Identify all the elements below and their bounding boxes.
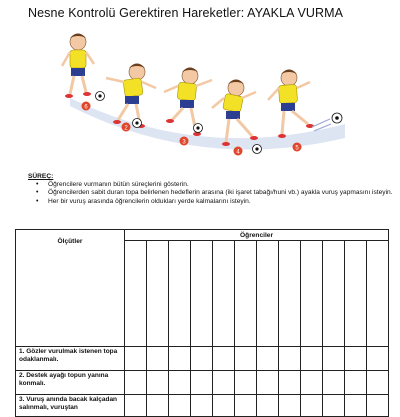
- player-figure-4: [212, 80, 258, 147]
- score-cell[interactable]: [169, 347, 191, 371]
- step-badge-5: [293, 143, 302, 152]
- student-column: [235, 241, 257, 347]
- criterion-text: 1. Gözler vurulmak istenen topa odaklanmalı.: [19, 348, 118, 364]
- svg-text:2: 2: [124, 125, 128, 132]
- ground-arc: [70, 98, 345, 150]
- player-figure-5: [268, 70, 314, 139]
- student-column: [191, 241, 213, 347]
- score-cell[interactable]: [301, 347, 323, 371]
- ball-3: [194, 124, 203, 133]
- score-cell[interactable]: [257, 371, 279, 395]
- step-badge-4: [234, 147, 243, 156]
- score-cell[interactable]: [213, 395, 235, 417]
- students-header: Öğrenciler: [125, 230, 389, 241]
- score-cell[interactable]: [279, 347, 301, 371]
- table-row: [16, 347, 389, 371]
- score-cell[interactable]: [257, 347, 279, 371]
- score-cell[interactable]: [169, 371, 191, 395]
- score-cell[interactable]: [345, 371, 367, 395]
- score-cell[interactable]: [345, 347, 367, 371]
- svg-text:5: 5: [295, 145, 299, 152]
- student-column: [367, 241, 389, 347]
- ball-2: [133, 119, 142, 128]
- process-section: [28, 173, 398, 206]
- svg-text:6: 6: [84, 104, 88, 111]
- score-cell[interactable]: [235, 347, 257, 371]
- score-cell[interactable]: [191, 371, 213, 395]
- ball-1: [96, 92, 105, 101]
- score-cell[interactable]: [301, 371, 323, 395]
- score-cell[interactable]: [323, 395, 345, 417]
- student-column: [125, 241, 147, 347]
- score-cell[interactable]: [345, 395, 367, 417]
- score-cell[interactable]: [147, 371, 169, 395]
- score-cell[interactable]: [147, 347, 169, 371]
- score-cell[interactable]: [257, 395, 279, 417]
- step-badge-2: [122, 123, 131, 132]
- table-row: [16, 395, 389, 417]
- process-item: • Öğrencilerden sabit duran topa belirlenen hedeflerin arasına (iki işaret tabağı/huni vb.) ayakla vuruş yapmasını isteyin.: [36, 189, 398, 197]
- score-cell[interactable]: [147, 395, 169, 417]
- process-item: • Öğrencilere vurmanın bütün süreçlerini gösterin.: [36, 181, 398, 189]
- page-title: Nesne Kontrolü Gerektiren Hareketler: AYAKLA VURMA: [28, 6, 344, 20]
- score-cell[interactable]: [191, 347, 213, 371]
- criteria-header: Ölçütler: [16, 230, 125, 347]
- svg-text:3: 3: [182, 139, 186, 146]
- score-cell[interactable]: [279, 395, 301, 417]
- score-cell[interactable]: [367, 371, 389, 395]
- player-figure-1: [62, 34, 94, 99]
- score-cell[interactable]: [279, 371, 301, 395]
- score-cell[interactable]: [235, 395, 257, 417]
- step-badge-1: [82, 102, 91, 111]
- student-column: [147, 241, 169, 347]
- student-column: [279, 241, 301, 347]
- score-cell[interactable]: [323, 347, 345, 371]
- score-cell[interactable]: [125, 395, 147, 417]
- score-cell[interactable]: [213, 347, 235, 371]
- student-column: [323, 241, 345, 347]
- score-cell[interactable]: [125, 347, 147, 371]
- score-cell[interactable]: [169, 395, 191, 417]
- player-figure-3: [164, 68, 212, 137]
- student-column: [257, 241, 279, 347]
- svg-text:4: 4: [236, 149, 240, 156]
- score-cell[interactable]: [301, 395, 323, 417]
- evaluation-table: [15, 229, 389, 417]
- student-column: [169, 241, 191, 347]
- criterion-text: 3. Vuruş anında bacak kalçadan salınmalı, vuruştan: [19, 396, 118, 412]
- score-cell[interactable]: [367, 347, 389, 371]
- kicking-sequence-illustration: [0, 20, 400, 172]
- criterion-text: 2. Destek ayağı topun yanına konmalı.: [19, 372, 109, 388]
- score-cell[interactable]: [191, 395, 213, 417]
- process-item: • Her bir vuruş arasında öğrencilerin oldukları yerde kalmalarını isteyin.: [36, 198, 398, 206]
- process-list: [28, 181, 398, 206]
- ball-4: [253, 145, 262, 154]
- step-badge-3: [180, 137, 189, 146]
- student-column: [213, 241, 235, 347]
- student-column: [345, 241, 367, 347]
- table-row: [16, 371, 389, 395]
- score-cell[interactable]: [213, 371, 235, 395]
- process-heading: SÜREÇ:: [28, 173, 54, 180]
- score-cell[interactable]: [323, 371, 345, 395]
- score-cell[interactable]: [367, 395, 389, 417]
- student-column: [301, 241, 323, 347]
- score-cell[interactable]: [125, 371, 147, 395]
- score-cell[interactable]: [235, 371, 257, 395]
